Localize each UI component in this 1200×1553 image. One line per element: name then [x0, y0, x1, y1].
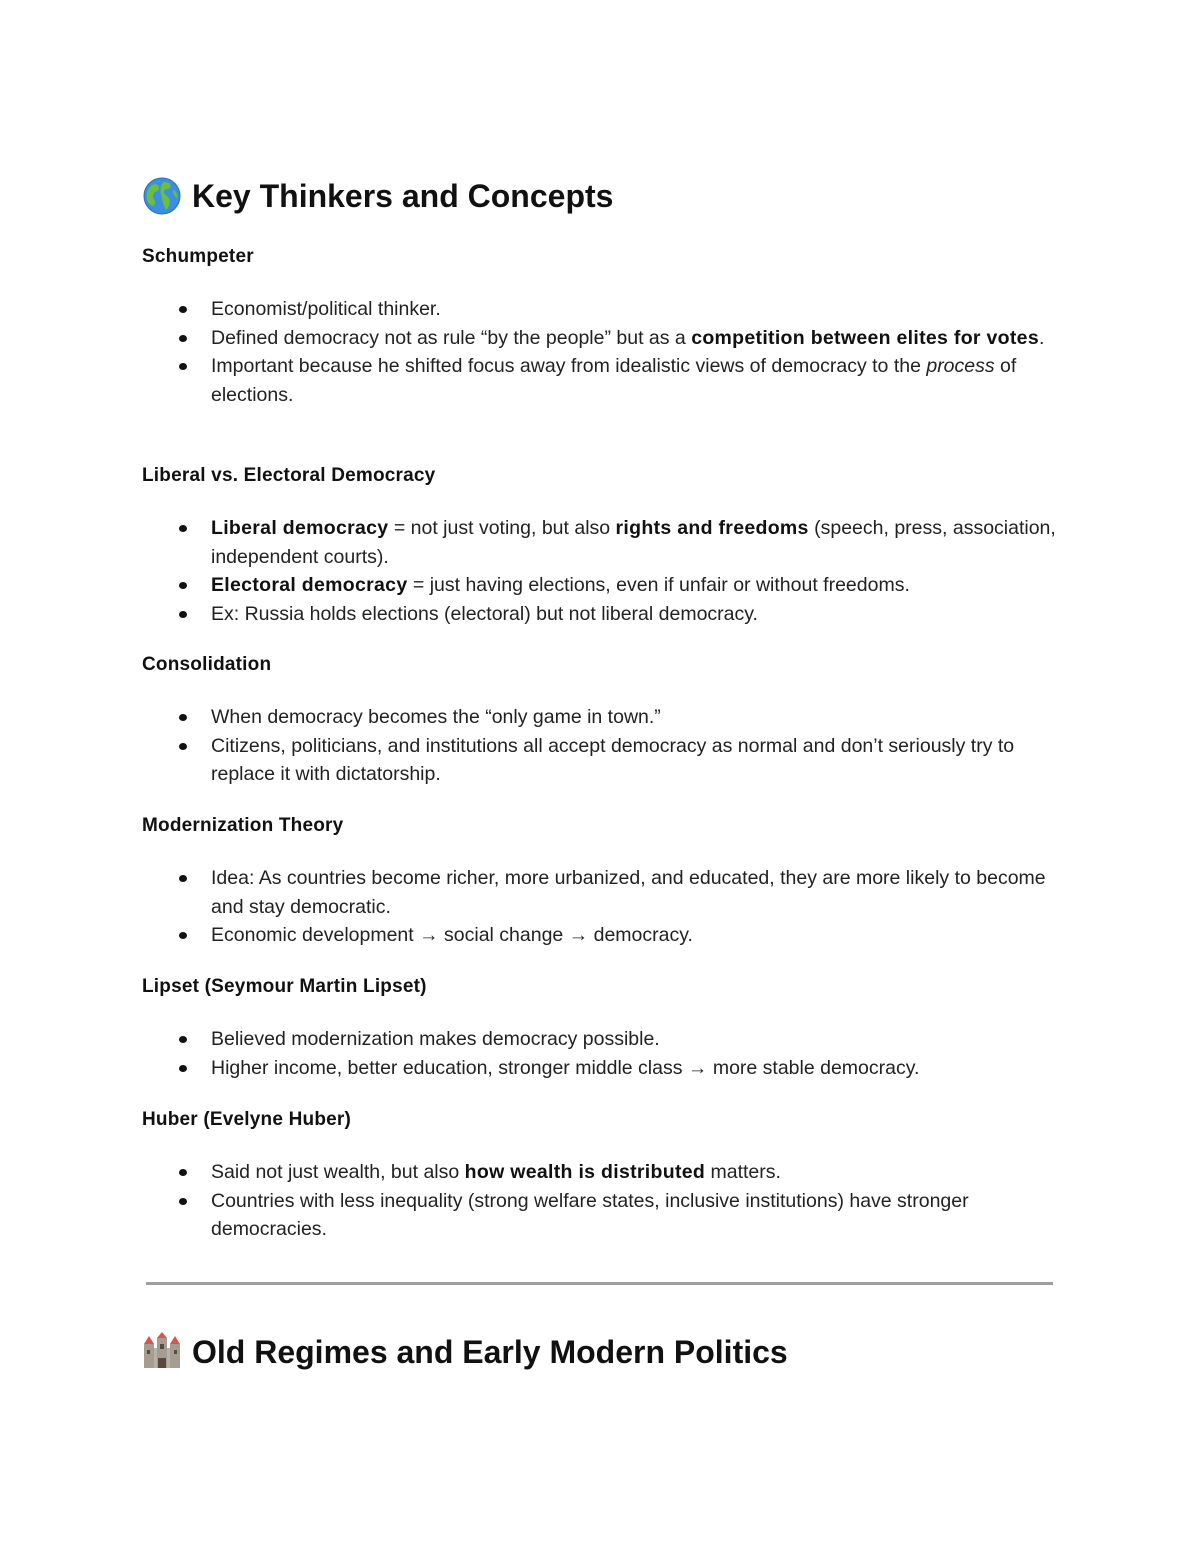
section-title: Lipset (Seymour Martin Lipset) — [142, 976, 427, 997]
item-text: of elections. — [211, 355, 1017, 406]
item-text: Idea: As countries become richer, more urbanized, and educated, they are more likely to become and stay democratic. — [211, 867, 1046, 918]
section-huber — [142, 1106, 1062, 1244]
item-text: Defined democracy not as rule “by the people” but as a — [211, 326, 692, 349]
bullet-icon — [179, 1198, 187, 1205]
bullet-list — [142, 864, 1062, 950]
section-liberal-vs-electoral — [142, 462, 1062, 628]
section-title: Modernization Theory — [142, 815, 344, 836]
section-lipset — [142, 973, 1062, 1082]
bullet-icon — [179, 875, 187, 882]
section-title: Schumpeter — [142, 246, 254, 267]
list-item — [142, 324, 1062, 353]
bullet-icon — [179, 743, 187, 750]
bullet-icon — [179, 611, 187, 618]
item-text: matters. — [705, 1161, 781, 1183]
bold-text: Liberal democracy — [211, 517, 389, 539]
heading-text: Old Regimes and Early Modern Politics — [192, 1334, 788, 1370]
horizontal-divider — [146, 1282, 1053, 1285]
list-item — [142, 1025, 1062, 1054]
section-title: Liberal vs. Electoral Democracy — [142, 465, 436, 486]
globe-icon — [142, 176, 182, 216]
list-item — [142, 571, 1062, 600]
heading-old-regimes — [142, 1332, 788, 1372]
item-text: = not just voting, but also — [388, 517, 616, 539]
bullet-icon — [179, 363, 187, 370]
list-item — [142, 1054, 1062, 1083]
item-text: Citizens, politicians, and institutions all accept democracy as normal and don’t seriously try to replace it with dictatorship. — [211, 734, 1015, 785]
bullet-icon — [179, 582, 187, 589]
section-title: Huber (Evelyne Huber) — [142, 1109, 352, 1130]
heading-key-thinkers — [142, 176, 613, 216]
bold-text: competition between elites for votes — [691, 326, 1039, 349]
item-text: (speech, press, association, independent courts). — [211, 517, 1056, 568]
bullet-icon — [179, 306, 187, 313]
item-text: When democracy becomes the “only game in town.” — [211, 706, 661, 728]
section-modernization-theory — [142, 812, 1062, 950]
list-item — [142, 352, 1062, 409]
list-item — [142, 864, 1062, 921]
bullet-icon — [179, 1065, 187, 1072]
bullet-list — [142, 1025, 1062, 1082]
list-item — [142, 703, 1062, 732]
bullet-icon — [179, 525, 187, 532]
list-item — [142, 600, 1062, 629]
list-item — [142, 732, 1062, 789]
bullet-list — [142, 295, 1062, 409]
bullet-icon — [179, 1036, 187, 1043]
list-item — [142, 514, 1062, 571]
bold-text: Electoral democracy — [211, 574, 408, 596]
item-text: Economic development → social change → democracy. — [211, 924, 693, 946]
bold-text: rights and freedoms — [615, 517, 809, 539]
item-text: = just having elections, even if unfair or without freedoms. — [407, 574, 910, 596]
bullet-icon — [179, 714, 187, 721]
section-title: Consolidation — [142, 654, 272, 675]
item-text: Important because he shifted focus away from idealistic views of democracy to the — [211, 355, 927, 377]
bullet-list — [142, 1158, 1062, 1244]
list-item — [142, 1158, 1062, 1187]
item-text: Higher income, better education, stronger middle class → more stable democracy. — [211, 1056, 920, 1079]
castle-icon — [142, 1332, 182, 1372]
list-item — [142, 295, 1062, 324]
bullet-icon — [179, 1169, 187, 1176]
list-item — [142, 921, 1062, 950]
item-text: Economist/political thinker. — [211, 298, 441, 320]
section-schumpeter — [142, 243, 1062, 409]
item-text: Countries with less inequality (strong welfare states, inclusive institutions) have stronger democracies. — [211, 1189, 969, 1240]
bullet-list — [142, 703, 1062, 789]
heading-text: Key Thinkers and Concepts — [192, 178, 614, 214]
bullet-icon — [179, 335, 187, 342]
bullet-list — [142, 514, 1062, 628]
item-text: . — [1038, 326, 1045, 349]
list-item — [142, 1187, 1062, 1244]
italic-text: process — [926, 355, 995, 377]
bold-text: how wealth is distributed — [464, 1161, 706, 1183]
section-consolidation — [142, 651, 1062, 789]
item-text: Believed modernization makes democracy possible. — [211, 1028, 660, 1050]
item-text: Ex: Russia holds elections (electoral) but not liberal democracy. — [211, 602, 758, 625]
item-text: Said not just wealth, but also — [211, 1161, 465, 1183]
bullet-icon — [179, 932, 187, 939]
